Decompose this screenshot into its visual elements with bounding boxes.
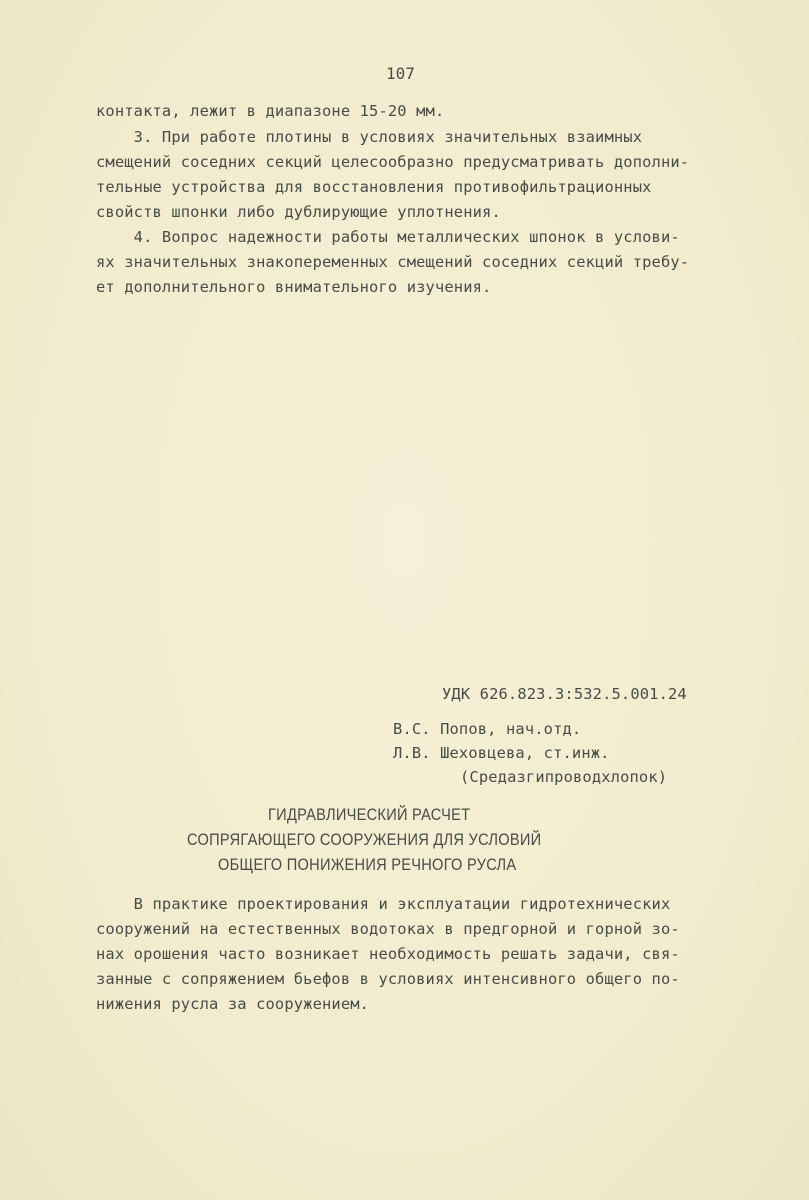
text-line: контакта, лежит в диапазоне 15-20 мм. [96,102,445,120]
text-line: нижения русла за сооружением. [96,995,370,1013]
title-line: ОБЩЕГО ПОНИЖЕНИЯ РЕЧНОГО РУСЛА [218,855,517,874]
author-line: В.С. Попов, нач.отд. [393,720,582,738]
text-line: сооружений на естественных водотоках в предгорной и горной зо- [96,920,680,938]
text-line: 3. При работе плотины в условиях значительных взаимных [96,128,643,146]
text-line: ях значительных знакопеременных смещений соседних секций требу- [96,253,690,271]
text-line: свойств шпонки либо дублирующие уплотнения. [96,203,501,221]
text-line: смещений соседних секций целесообразно предусматривать дополни- [96,153,690,171]
organization: (Средазгипроводхлопок) [460,768,668,786]
text-line: нах орошения часто возникает необходимость решать задачи, свя- [96,945,680,963]
text-line: занные с сопряжением бьефов в условиях интенсивного общего по- [96,970,680,988]
udc-code: УДК 626.823.3:532.5.001.24 [442,685,687,703]
title-line: СОПРЯГАЮЩЕГО СООРУЖЕНИЯ ДЛЯ УСЛОВИЙ [187,830,542,849]
page-number: 107 [386,64,415,83]
text-line: ет дополнительного внимательного изучения. [96,278,492,296]
author-line: Л.В. Шеховцева, ст.инж. [393,744,610,762]
text-line: 4. Вопрос надежности работы металлических шпонок в услови- [96,228,680,246]
text-line: В практике проектирования и эксплуатации гидротехнических [96,895,671,913]
title-line: ГИДРАВЛИЧЕСКИЙ РАСЧЕТ [268,805,471,824]
text-line: тельные устройства для восстановления противофильтрационных [96,178,652,196]
